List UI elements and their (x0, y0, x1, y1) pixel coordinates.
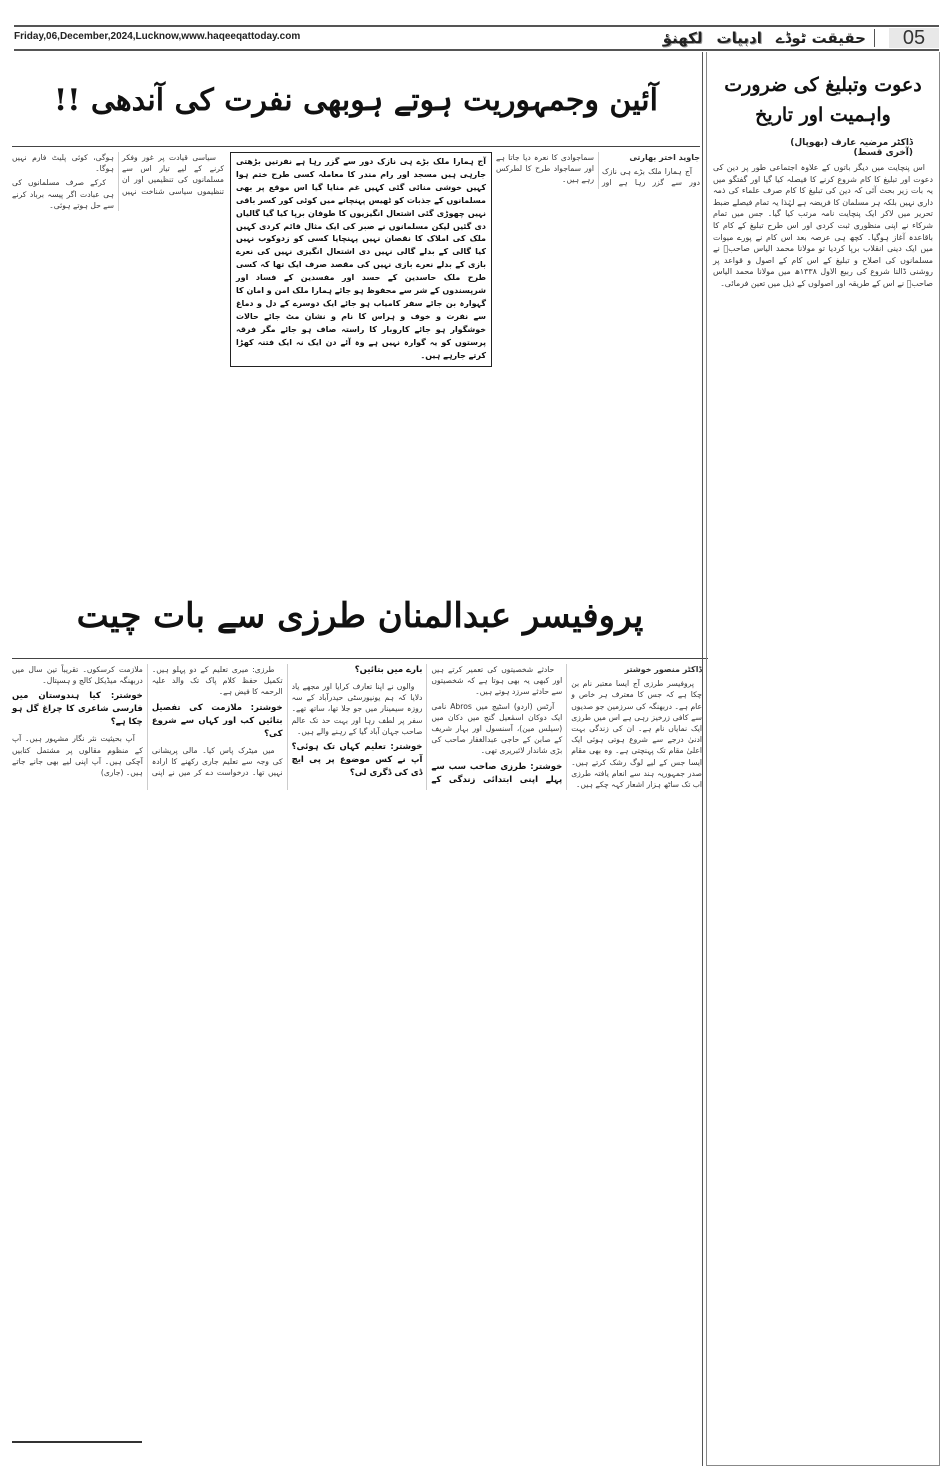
article2-author: ڈاکٹر منصور خوشتر (624, 665, 702, 674)
article2-headline: پروفیسر عبدالمنان طرزی سے بات چیت (76, 596, 644, 636)
article3 (706, 52, 940, 1466)
paragraph: آپ بحیثیت نثر نگار مشہور ہیں۔ آپ کے منظوم مقالوں پر مشتمل کتابیں آچکی ہیں۔ آپ اپنی لیے بھی جانے جاتے ہیں۔ (جاری) (12, 734, 143, 778)
article1-body-right (496, 152, 700, 189)
paragraph: آرٹس (اردو) اسٹیج میں Abros نامی ایک دوکان اسمٰعیل گنج میں دکان میں (سیلس مین)، آسنسول اور بہار شریف کے صابن کے حاجی عبدالغفار صاحب کی بڑی شاندار لائبریری تھی۔ (431, 701, 563, 756)
headline-line: دعوت وتبلیغ کی ضرورت (724, 74, 922, 96)
paragraph: میں میٹرک پاس کیا۔ مالی پریشانی کی وجہ سے تعلیم جاری رکھنے کا ارادہ نہیں تھا۔ درخواست دے کر میں نے اپنی ملازمت کرسکوں۔ تقریباً تین سال میں دربھنگہ میڈیکل کالج و ہسپتال۔ (12, 665, 283, 778)
article3-author: ڈاکٹر مرضیہ عارف (بھوپال) (790, 138, 913, 148)
paragraph: آج ہمارا ملک بڑے ہی نازک دور سے گزر رہا ہے اور سماجوادی کا نعرہ دیا جاتا ہے اور سماجواد طرح کا لطرکس رہے ہیں۔ (496, 153, 700, 188)
article1-headline: آئین وجمہوریت ہوتے ہوبھی نفرت کی آندھی !! (54, 83, 658, 118)
article2-body (12, 664, 702, 790)
article3-headline (713, 70, 933, 130)
interview-question: خوشتر: کیا ہندوستان میں فارسی شاعری کا چراغ گل ہو چکا ہے؟ (12, 691, 143, 728)
article3-body (713, 162, 933, 290)
section-name: ادبیات (716, 29, 762, 47)
paragraph: سیاسی قیادت پر غور وفکر کرنے کے لیے تیار اس سے مسلمانوں کی تنظیمیں اور ان تنظیموں سیاسی شناخت نہیں ہوگی، کوئی پلیٹ فارم نہیں ہوگا۔ (12, 153, 224, 196)
paragraph: کرکے صرف مسلمانوں کی ہی عبادت اگر پیسہ برباد کرنے سے حل ہوتے ہوئی۔ (12, 178, 114, 210)
article1-author: جاوید اختر بھارتی (629, 153, 700, 162)
interview-question: خوشتر: طرزی صاحب سب سے پہلے اپنی ابتدائی زندگی کے بارے میں بتائیں؟ (354, 665, 563, 785)
paragraph: پروفیسر طرزی آج ایسا معتبر نام بن چکا ہے کہ جس کا معترف ہر خاص و عام ہے۔ دربھنگہ کی سرزمین جو صدیوں سے کافی زرخیز رہی ہے اس میں طرزی ایک نمایاں نام ہے۔ ان کی زندگی بہت ادنیٰ درجے سے شروع ہوتی ہوئی ایک اعلیٰ مقام تک پہنچتی ہے۔ وہ بھی مقام ایسا جس کے لیے لوگ رشک کرتے ہیں۔ صدر جمہوریہ ہند سے انعام یافتہ طرزی اب تک ساٹھ ہزار اشعار کہہ چکے ہیں۔ (571, 679, 702, 790)
article1-body-left (12, 152, 224, 211)
paragraph: والوں نے اپنا تعارف کرایا اور مجھے یاد دلایا کہ ہم یونیورسٹی حیدرآباد کے سہ روزہ سیمینار میں جو جلا تھا، ساتھ تھے۔ سفر پر لطف رہا اور بہت حد تک عالم صاحب جہان آباد گیا کے رہنے والے ہیں۔ (291, 682, 423, 736)
dateline: Friday,06,December,2024,Lucknow,www.haqeeqattoday.com (14, 31, 301, 42)
paragraph: طرزی: میری تعلیم کے دو پہلو ہیں۔ تکمیل حفظ کلام پاک تک والد علیہ الرحمہ کا فیض ہے۔ (151, 665, 283, 697)
city-name: لکھنؤ (662, 29, 703, 47)
installment-label: (آخری قسط) (853, 148, 913, 158)
headline-line: واہمیت اور تاریخ (755, 104, 891, 126)
divider (12, 658, 708, 659)
masthead (663, 28, 939, 48)
newspaper-logo: حقیقت ٹوڈے (776, 29, 875, 47)
paragraph: حادثے شخصیتوں کی تعمیر کرتے ہیں اور کبھی یہ بھی ہوتا ہے کہ شخصیتوں سے حادثے سرزد ہوتے ہیں۔ (431, 665, 563, 697)
divider (12, 146, 700, 147)
column-divider (702, 52, 703, 1466)
article-end-rule (12, 1441, 142, 1443)
article1-highlight-box: آج ہمارا ملک بڑے ہی نازک دور سے گزر رہا ہے نفرتیں بڑھتی جارہی ہیں مسجد اور رام مندر کا معاملہ کسی طرح ختم ہوا کہیں خوشی منائی گئی کہیں غم منایا گیا اس موقع پر بھی مسلمانوں کے جذبات کو ٹھیس پہنچانے میں کوئی کور کسر باقی نہیں چھوڑی گئی اشتعال انگیزیوں کا طوفان برپا کیا گیا گالیاں دی گئیں لیکن مسلمانوں نے صبر کی ایک مثال قائم کردی کہیں ملک کی املاک کا نقصان نہیں پہنچایا کسی کو زدوکوب نہیں کیا گالی کے بدلے گالی نہیں دی اشتعال انگیزی نہیں کی نعرے بازی کے بدلے نعرے بازی نہیں کی مقصد صرف ایک تھا کہ کسی طرح ملک حاسدین کے حسد اور مفسدین کے فساد اور شرپسندوں کے شر سے محفوظ ہو جائے ہمارا ملک امن و امان کا گہوارہ بن جائے سفر کامیاب ہو جائے ایک دوسرے کے دل و دماغ سے نفرت و خوف و ہراس کا نام و نشان مٹ جائے حالات خوشگوار ہو جائے کاروبار کا راستہ صاف ہو جائے مگر فرقہ پرستوں کو یہ گوارہ نہیں ہے وہ آئے دن ایک نہ ایک فتنہ کھڑا کرتے جارہے ہیں۔ (230, 152, 492, 367)
interview-question: خوشتر: ملازمت کی تفصیل بتائیں کب اور کہاں سے شروع کی؟ (151, 702, 283, 739)
interview-question: خوشتر: تعلیم کہاں تک ہوئی؟ آپ نے کس موضوع پر پی ایچ ڈی کی ڈگری لی؟ (291, 742, 423, 779)
paragraph: اس پنچایت میں دیگر باتوں کے علاوہ اجتماعی طور پر دین کی دعوت اور تبلیغ کا کام شروع کرنے کا فیصلہ کیا گیا اور گفتگو میں یہ بات زیر بحث آئی کہ دین کی تبلیغ کا کام صرف علماء کی ذمہ داری نہیں بلکہ ہر مسلمان کا فریضہ ہے لہٰذا یہ تمام فیصلے ضبط تحریر میں لاکر ایک پنچایت نامہ مرتب کیا گیا۔ جس میں تمام شرکاء نے اپنی منظوری ثبت کردی اور اس طرح تبلیغ کے کام کا باقاعدہ آغاز ہوگیا۔ کچھ ہی عرصہ بعد اس کام نے پورے میوات میں ایک دینی انقلاب برپا کردیا تو مولانا محمد الیاس صاحبؒ نے مسلمانوں کی اصلاح و تبلیغ کے اس کام کے اصول و قواعد پر روشنی ڈالنا شروع کی ربیع الاول ۱۳۳۸ھ میں مولانا محمد الیاس صاحبؒ نے اس کے طریقہ اور اصولوں کے ذیل میں تعین فرمائی۔ (713, 163, 933, 288)
masthead-top-rule (14, 25, 939, 27)
masthead-bottom-rule (14, 49, 939, 51)
page-number: 05 (889, 28, 939, 48)
